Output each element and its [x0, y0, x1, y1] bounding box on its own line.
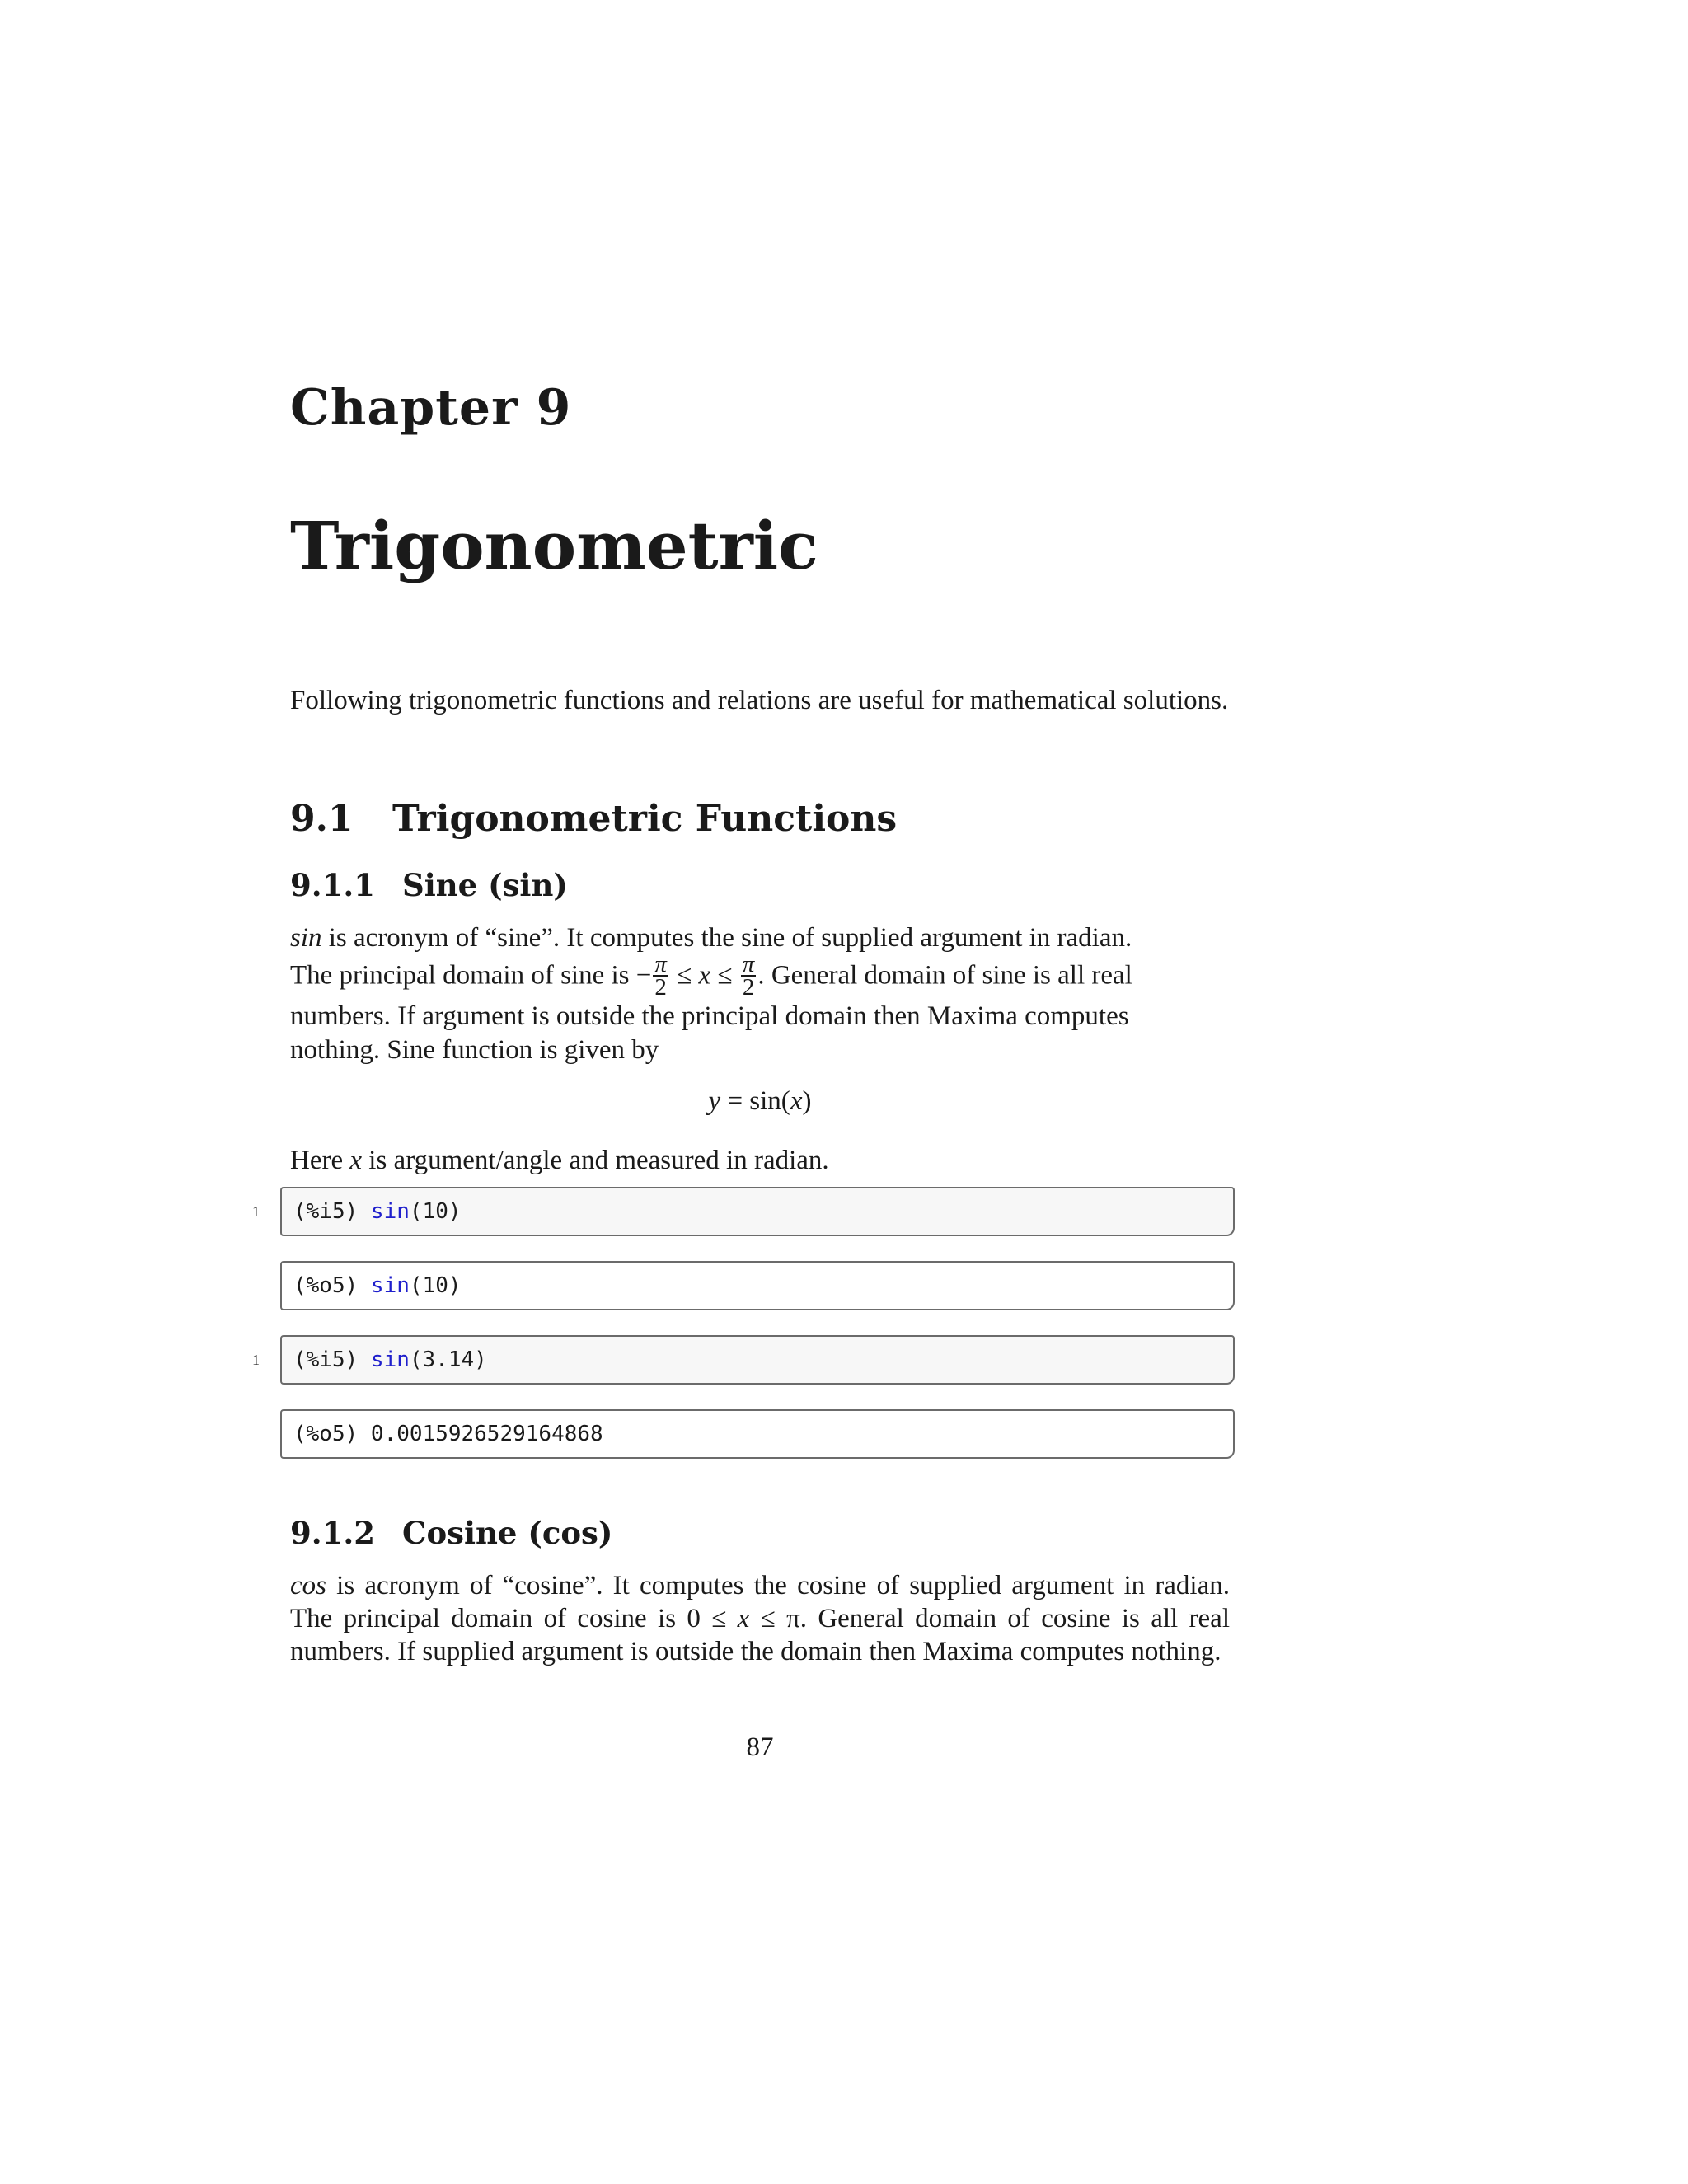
sine-line-2-start: The principal domain of sine is − — [290, 960, 652, 991]
subsection-number: 9.1.1 — [290, 867, 375, 903]
code-block-output-2 — [280, 1409, 1235, 1459]
equation-function: = sin( — [720, 1086, 790, 1116]
sine-line-4: nothing. Sine function is given by — [290, 1035, 659, 1065]
cosine-term: cos — [290, 1571, 326, 1601]
variable-x: x — [698, 960, 711, 991]
section-number: 9.1 — [290, 798, 354, 840]
subsection-title: Cosine (cos) — [402, 1515, 613, 1551]
fraction-denominator: 2 — [654, 974, 667, 1001]
code-function: sin — [370, 1273, 410, 1298]
equation-lhs: y — [708, 1086, 721, 1116]
fraction-denominator: 2 — [742, 974, 755, 1001]
chapter-label: Chapter 9 — [290, 379, 572, 437]
sine-equation — [290, 1086, 1230, 1117]
here-paragraph — [290, 1144, 1230, 1177]
intro-paragraph: Following trigonometric functions and relations are useful for mathematical solutions. — [290, 686, 1229, 715]
here-start: Here — [290, 1146, 350, 1175]
section-title: Trigonometric Functions — [392, 798, 898, 840]
code-args: (3.14) — [409, 1347, 487, 1372]
cosine-text-b: ≤ π. General domain of cosine is all real numbers. If supplied argument is outside the domain then Maxima computes nothing. — [290, 1604, 1230, 1666]
code-args: (10) — [409, 1273, 462, 1298]
code-line-number: 1 — [252, 1352, 260, 1368]
subsection-number: 9.1.2 — [290, 1515, 375, 1551]
fraction-pi-over-2 — [653, 951, 668, 1001]
sine-paragraph — [290, 921, 1230, 1067]
code-block-input-2 — [252, 1335, 1235, 1385]
cosine-variable: x — [737, 1604, 750, 1633]
leq-symbol: ≤ — [669, 960, 699, 991]
section-heading-9-1 — [290, 798, 897, 840]
code-prompt: (%o5) — [293, 1422, 371, 1446]
code-line-number: 1 — [252, 1203, 260, 1220]
sine-line-2-end: . General domain of sine is all real — [757, 960, 1132, 991]
fraction-pi-over-2 — [741, 951, 757, 1001]
code-prompt: (%i5) — [293, 1347, 371, 1372]
leq-symbol: ≤ — [710, 960, 739, 991]
sine-line-1 — [290, 921, 1230, 955]
fraction-numerator: π — [742, 951, 755, 977]
fraction-numerator: π — [654, 951, 667, 977]
code-block-output-1 — [280, 1261, 1235, 1310]
chapter-title: Trigonometric — [290, 507, 818, 584]
equation-close: ) — [802, 1086, 812, 1116]
cosine-text-a: is acronym of “cosine”. It computes the cosine of supplied argument in radian. The principal domain of cosine is 0 ≤ — [290, 1571, 1230, 1633]
code-function: sin — [370, 1347, 410, 1372]
code-function: sin — [370, 1199, 410, 1224]
sine-line-1-text: is acronym of “sine”. It computes the sine of supplied argument in radian. — [321, 923, 1132, 953]
sine-line-2 — [290, 951, 1230, 1001]
sine-term: sin — [290, 923, 322, 953]
code-prompt: (%i5) — [293, 1199, 371, 1224]
code-prompt: (%o5) — [293, 1273, 371, 1298]
here-variable: x — [349, 1146, 363, 1175]
cosine-paragraph — [290, 1569, 1230, 1668]
subsection-heading-9-1-2 — [290, 1515, 612, 1551]
page-number: 87 — [746, 1732, 774, 1762]
here-end: is argument/angle and measured in radian. — [362, 1146, 829, 1175]
equation-variable: x — [790, 1086, 803, 1116]
subsection-title: Sine (sin) — [402, 867, 568, 903]
sine-line-3: numbers. If argument is outside the principal domain then Maxima computes — [290, 1001, 1129, 1031]
code-block-input-1 — [252, 1187, 1235, 1236]
code-args: (10) — [409, 1199, 462, 1224]
subsection-heading-9-1-1 — [290, 867, 568, 903]
code-result: 0.0015926529164868 — [370, 1422, 603, 1446]
